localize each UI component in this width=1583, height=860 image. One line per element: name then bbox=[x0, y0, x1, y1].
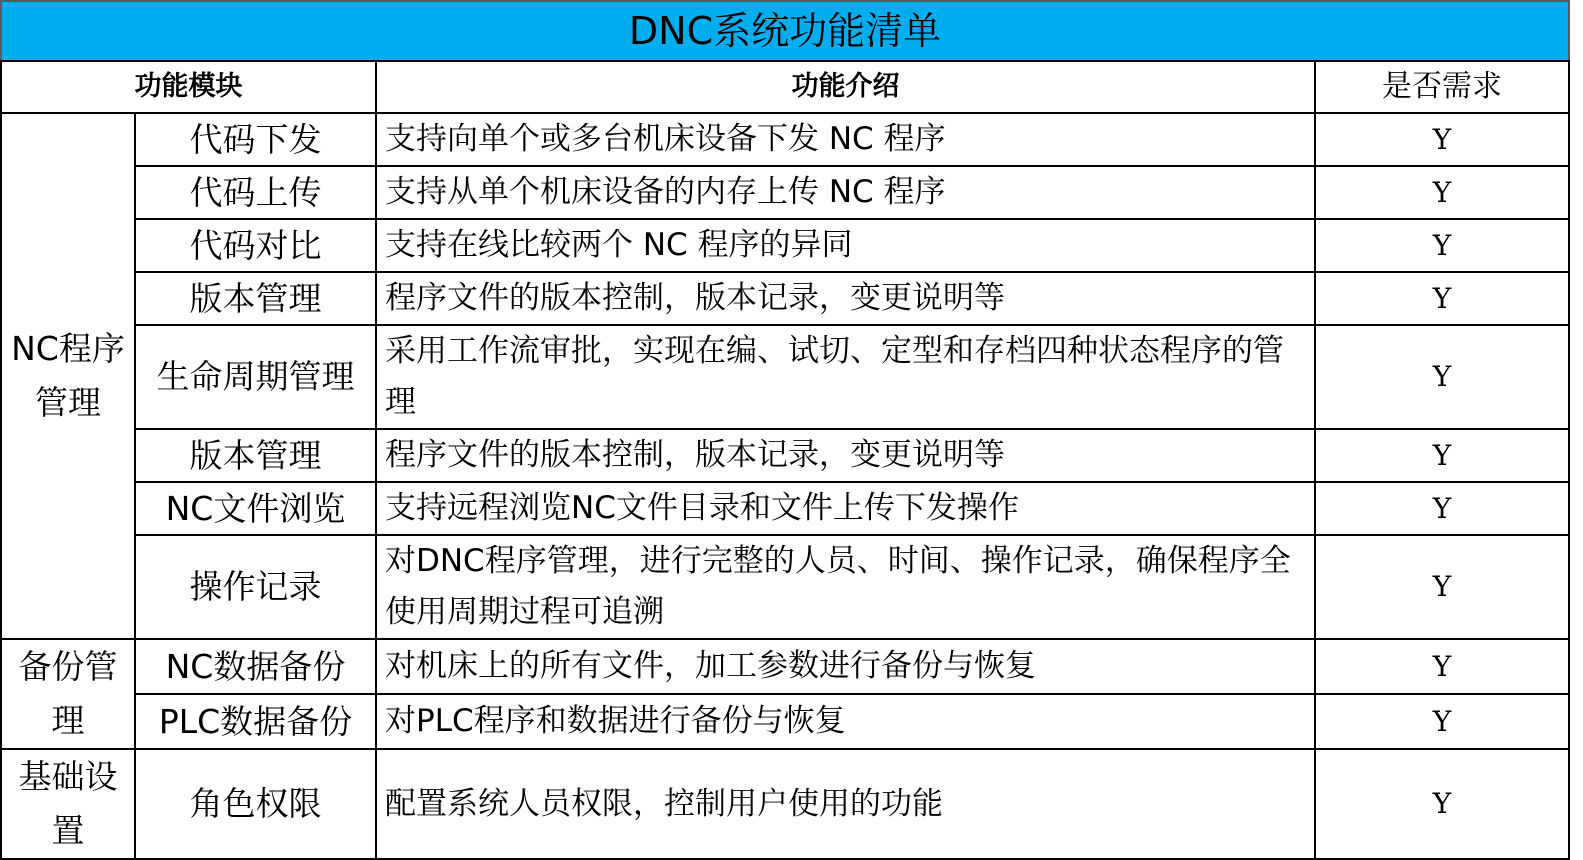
module-cell: 版本管理 bbox=[135, 429, 376, 482]
description-cell: 支持远程浏览NC文件目录和文件上传下发操作 bbox=[376, 482, 1315, 535]
table-row bbox=[1, 166, 1569, 219]
header-required: 是否需求 bbox=[1315, 61, 1569, 113]
required-cell: Y bbox=[1315, 113, 1569, 166]
module-cell: 操作记录 bbox=[135, 535, 376, 639]
module-cell: 代码对比 bbox=[135, 219, 376, 272]
required-cell: Y bbox=[1315, 482, 1569, 535]
required-cell: Y bbox=[1315, 219, 1569, 272]
table-row bbox=[1, 429, 1569, 482]
module-cell: PLC数据备份 bbox=[135, 694, 376, 749]
description-cell: 程序文件的版本控制，版本记录，变更说明等 bbox=[376, 272, 1315, 325]
description-cell: 对DNC程序管理，进行完整的人员、时间、操作记录，确保程序全使用周期过程可追溯 bbox=[376, 535, 1315, 639]
required-cell: Y bbox=[1315, 166, 1569, 219]
module-cell: 代码下发 bbox=[135, 113, 376, 166]
table-row bbox=[1, 113, 1569, 166]
table-row bbox=[1, 694, 1569, 749]
module-cell: 角色权限 bbox=[135, 749, 376, 859]
table-row bbox=[1, 749, 1569, 859]
required-cell: Y bbox=[1315, 749, 1569, 859]
description-cell: 对机床上的所有文件，加工参数进行备份与恢复 bbox=[376, 639, 1315, 694]
description-cell: 程序文件的版本控制，版本记录，变更说明等 bbox=[376, 429, 1315, 482]
description-cell: 配置系统人员权限，控制用户使用的功能 bbox=[376, 749, 1315, 859]
table-row bbox=[1, 325, 1569, 429]
module-cell: 生命周期管理 bbox=[135, 325, 376, 429]
header-module: 功能模块 bbox=[1, 61, 376, 113]
table-row bbox=[1, 219, 1569, 272]
required-cell: Y bbox=[1315, 429, 1569, 482]
group-basic-settings: 基础设置 bbox=[1, 749, 135, 859]
module-cell: 代码上传 bbox=[135, 166, 376, 219]
required-cell: Y bbox=[1315, 694, 1569, 749]
header-description: 功能介绍 bbox=[376, 61, 1315, 113]
description-cell: 支持从单个机床设备的内存上传 NC 程序 bbox=[376, 166, 1315, 219]
table-row bbox=[1, 272, 1569, 325]
description-cell: 采用工作流审批，实现在编、试切、定型和存档四种状态程序的管理 bbox=[376, 325, 1315, 429]
module-cell: 版本管理 bbox=[135, 272, 376, 325]
table-row bbox=[1, 639, 1569, 694]
description-cell: 支持向单个或多台机床设备下发 NC 程序 bbox=[376, 113, 1315, 166]
required-cell: Y bbox=[1315, 325, 1569, 429]
table-row bbox=[1, 535, 1569, 639]
required-cell: Y bbox=[1315, 272, 1569, 325]
table-title: DNC系统功能清单 bbox=[1, 1, 1569, 61]
module-cell: NC数据备份 bbox=[135, 639, 376, 694]
group-nc-program-management: NC程序管理 bbox=[1, 113, 135, 639]
table-row bbox=[1, 482, 1569, 535]
required-cell: Y bbox=[1315, 639, 1569, 694]
required-cell: Y bbox=[1315, 535, 1569, 639]
group-backup-management: 备份管理 bbox=[1, 639, 135, 749]
description-cell: 支持在线比较两个 NC 程序的异同 bbox=[376, 219, 1315, 272]
module-cell: NC文件浏览 bbox=[135, 482, 376, 535]
description-cell: 对PLC程序和数据进行备份与恢复 bbox=[376, 694, 1315, 749]
